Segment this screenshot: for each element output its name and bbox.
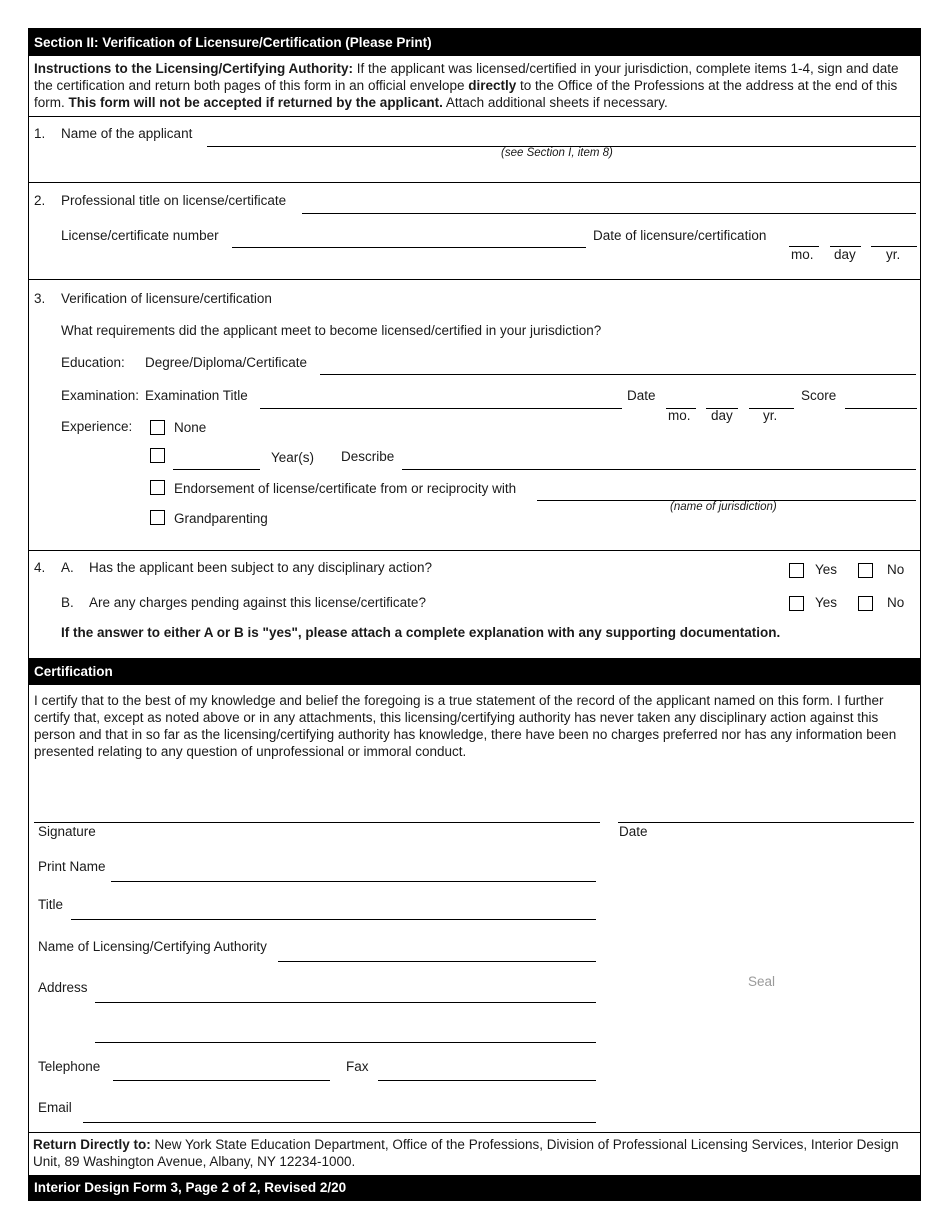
professional-title-label: Professional title on license/certificate — [61, 193, 287, 208]
exam-date-label: Date — [627, 388, 656, 403]
instructions-lead: Instructions to the Licensing/Certifying Authority: — [34, 61, 354, 76]
license-number-field[interactable] — [232, 247, 586, 248]
year-caption: yr. — [763, 408, 778, 423]
address-field-line1[interactable] — [95, 1002, 596, 1003]
education-field[interactable] — [320, 374, 916, 375]
no-label: No — [887, 562, 905, 577]
applicant-name-note: (see Section I, item 8) — [501, 147, 613, 159]
instructions-text-1: If the applicant was licensed/certified in your jurisdiction, complete items 1-4, sign and date the certification and return both pages of this form in an official envelope — [34, 61, 899, 93]
divider — [29, 182, 920, 183]
divider — [29, 279, 920, 280]
authority-field[interactable] — [278, 961, 596, 962]
instructions — [34, 60, 914, 111]
authority-label: Name of Licensing/Certifying Authority — [38, 939, 267, 954]
question-b-letter: B. — [61, 595, 74, 610]
yes-label: Yes — [815, 562, 838, 577]
years-label: Year(s) — [271, 450, 315, 465]
examination-label: Examination: — [61, 388, 140, 403]
form-footer — [29, 1175, 920, 1201]
endorsement-label: Endorsement of license/certificate from or reciprocity with — [174, 481, 517, 496]
item3-number: 3. — [34, 291, 46, 306]
question-a-letter: A. — [61, 560, 74, 575]
experience-label: Experience: — [61, 419, 133, 434]
professional-title-field[interactable] — [302, 213, 916, 214]
day-caption: day — [711, 408, 733, 423]
section-header-title: Section II: Verification of Licensure/Certification (Please Print) — [34, 35, 432, 50]
experience-years-field[interactable] — [173, 469, 260, 470]
divider — [29, 550, 920, 551]
certification-header — [29, 658, 920, 685]
yes-label: Yes — [815, 595, 838, 610]
experience-none-label: None — [174, 420, 207, 435]
endorsement-checkbox[interactable] — [150, 480, 165, 495]
item4-number: 4. — [34, 560, 46, 575]
score-label: Score — [801, 388, 837, 403]
requirements-question: What requirements did the applicant meet to become licensed/certified in your jurisdiction? — [61, 323, 602, 338]
signature-date-field[interactable] — [618, 822, 914, 823]
jurisdiction-note: (name of jurisdiction) — [670, 501, 777, 513]
license-number-label: License/certificate number — [61, 228, 219, 243]
item2-number: 2. — [34, 193, 46, 208]
no-label: No — [887, 595, 905, 610]
address-field-line2[interactable] — [95, 1042, 596, 1043]
signature-field[interactable] — [34, 822, 600, 823]
experience-none-checkbox[interactable] — [150, 420, 165, 435]
grandparenting-label: Grandparenting — [174, 511, 268, 526]
question-a-text: Has the applicant been subject to any disciplinary action? — [89, 560, 432, 575]
title-field[interactable] — [71, 919, 596, 920]
telephone-field[interactable] — [113, 1080, 330, 1081]
divider — [29, 116, 920, 117]
certification-header-title: Certification — [34, 664, 113, 679]
print-name-field[interactable] — [111, 881, 596, 882]
item1-number: 1. — [34, 126, 46, 141]
describe-field[interactable] — [402, 469, 916, 470]
applicant-name-label: Name of the applicant — [61, 126, 193, 141]
question-b-text: Are any charges pending against this license/certificate? — [89, 595, 426, 610]
describe-label: Describe — [341, 449, 395, 464]
question-a-yes-checkbox[interactable] — [789, 563, 804, 578]
certification-statement: I certify that to the best of my knowledge and belief the foregoing is a true statement of the record of the applicant named on this form. I further certify that, except as noted above or in any attachments, this licensing/certifying authority has never taken any disciplinary action against this person and that in so far as the licensing/certifying authority has knowledge, there have been no charges preferred nor has any information been presented relating to any question of unprofessional or immoral conduct. — [34, 693, 897, 759]
disciplinary-note: If the answer to either A or B is "yes", please attach a complete explanation with any supporting documentation. — [61, 625, 781, 640]
fax-label: Fax — [346, 1059, 369, 1074]
score-field[interactable] — [845, 408, 917, 409]
seal-area: Seal — [748, 974, 776, 989]
grandparenting-checkbox[interactable] — [150, 510, 165, 525]
question-b-yes-checkbox[interactable] — [789, 596, 804, 611]
section-header — [29, 29, 920, 56]
signature-date-label: Date — [619, 824, 648, 839]
print-name-label: Print Name — [38, 859, 106, 874]
exam-title-label: Examination Title — [145, 388, 248, 403]
education-field-label: Degree/Diploma/Certificate — [145, 355, 308, 370]
year-caption: yr. — [886, 247, 901, 262]
verification-form — [28, 28, 921, 1201]
licensure-date-label: Date of licensure/certification — [593, 228, 767, 243]
return-address-lead: Return Directly to: — [33, 1137, 151, 1152]
instructions-text-3: Attach additional sheets if necessary. — [442, 95, 668, 110]
return-address-text: New York State Education Department, Office of the Professions, Division of Professional Licensing Services, Interior Design Unit, 89 Washington Avenue, Albany, NY 12234-1000. — [33, 1137, 899, 1169]
experience-years-checkbox[interactable] — [150, 448, 165, 463]
form-footer-text: Interior Design Form 3, Page 2 of 2, Revised 2/20 — [34, 1180, 347, 1195]
instructions-warning: This form will not be accepted if returned by the applicant. — [68, 95, 443, 110]
email-label: Email — [38, 1100, 72, 1115]
day-caption: day — [834, 247, 856, 262]
instructions-directly: directly — [468, 78, 517, 93]
verification-label: Verification of licensure/certification — [61, 291, 272, 306]
signature-label: Signature — [38, 824, 96, 839]
email-field[interactable] — [83, 1122, 596, 1123]
question-a-no-checkbox[interactable] — [858, 563, 873, 578]
month-caption: mo. — [791, 247, 814, 262]
instructions-text-2: to the Office of the Professions at the address at the end of this form. — [34, 78, 898, 110]
fax-field[interactable] — [378, 1080, 596, 1081]
telephone-label: Telephone — [38, 1059, 101, 1074]
education-label: Education: — [61, 355, 125, 370]
question-b-no-checkbox[interactable] — [858, 596, 873, 611]
divider — [29, 1132, 920, 1133]
month-caption: mo. — [668, 408, 691, 423]
title-label: Title — [38, 897, 64, 912]
return-address — [33, 1136, 913, 1170]
exam-title-field[interactable] — [260, 408, 622, 409]
address-label: Address — [38, 980, 88, 995]
